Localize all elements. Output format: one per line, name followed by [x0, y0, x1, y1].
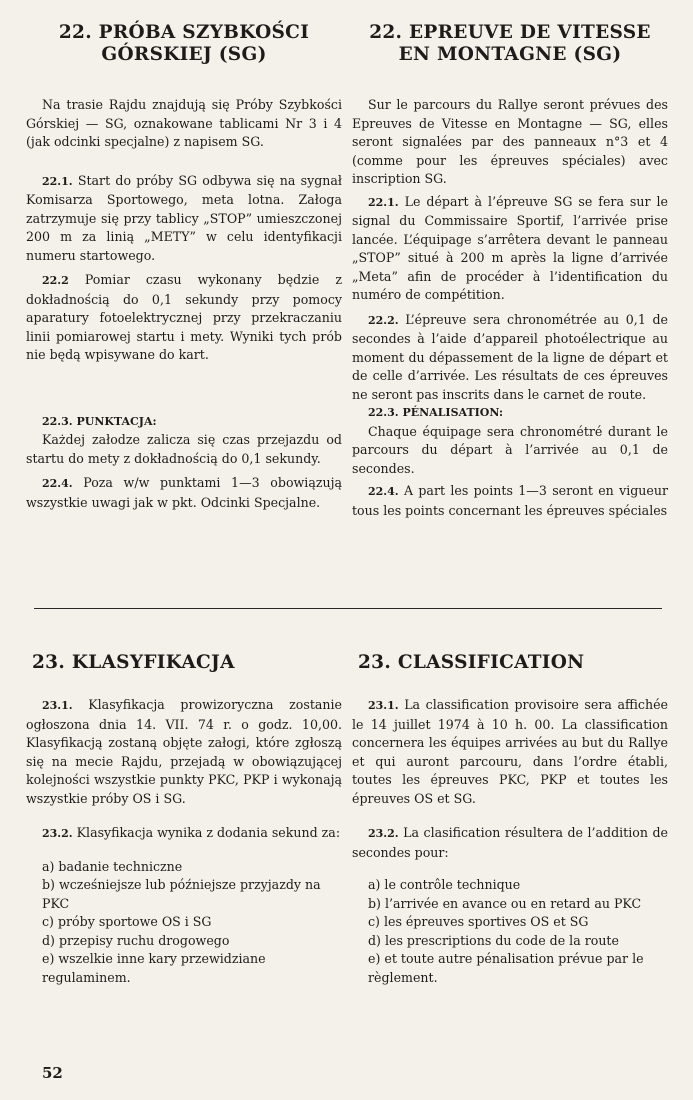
clause-text: Poza w/w punktami 1—3 obowiązują wszystkie uwagi jak w pkt. Odcinki Specjalne.	[26, 475, 342, 510]
section-22-polish	[26, 22, 342, 512]
section-23-2-french	[352, 824, 668, 862]
section-22-french-intro: Sur le parcours du Rallye seront prévues des Epreuves de Vitesse en Montagne — SG, elles seront signalées par des panneaux n°3 et 4 (comme pour les épreuves spéciales) avec inscription SG.	[352, 97, 668, 186]
clause-number: 22.4.	[42, 477, 73, 490]
section-divider	[34, 608, 662, 609]
clause-number: 22.2	[42, 274, 69, 287]
list-item: d) les prescriptions du code de la route	[368, 932, 619, 948]
clause-text: A part les points 1—3 seront en vigueur tous les points concernant les épreuves spéciales	[352, 483, 668, 518]
section-22-4-french	[352, 482, 668, 520]
penalty-list-french	[352, 876, 668, 987]
clause-text: L’épreuve sera chronométrée au 0,1 de secondes à l’aide d’appareil photoélectrique au moment du dépassement de la ligne de départ et de celle d’arrivée. Les résultats de ces épreuves ne seront pas inscrits dans le carnet de route.	[352, 311, 668, 402]
list-item: c) próby sportowe OS i SG	[42, 914, 212, 929]
section-22-4-polish	[26, 474, 342, 512]
section-23-french	[352, 652, 668, 987]
list-item: a) badanie techniczne	[42, 858, 183, 874]
clause-number: 22.4.	[368, 485, 399, 498]
section-22-3-french: Chaque équipage sera chronométré durant le parcours du départ à l’arrivée au 0,1 de secondes.	[352, 423, 668, 476]
clause-number: 22.1.	[42, 174, 73, 188]
clause-text: Pomiar czasu wykonany będzie z dokładnością do 0,1 sekundy przy pomocy aparatury fotoelektrycznej przy przekraczaniu linii pomiarowej startu i mety. Wyniki tych prób nie będą wpisywane do kart.	[26, 272, 342, 362]
clause-text: La classification provisoire sera affichée le 14 juillet 1974 à 10 h. 00. La classification concernera les équipes arrivées au but du Rallye et qui auront parcouru, dans l’ordre établi, toutes les épreuves PKC, PKP et toutes les épreuves OS et SG.	[352, 697, 668, 806]
section-23-french-title: 23. CLASSIFICATION	[358, 652, 585, 673]
list-item: e) wszelkie inne kary przewidziane regulaminem.	[42, 951, 266, 985]
section-22-french-title-line1: 22. EPREUVE DE VITESSE	[369, 22, 651, 43]
section-23-polish-title: 23. KLASYFIKACJA	[32, 652, 235, 673]
clause-number: 22.1.	[368, 195, 399, 209]
list-item: d) przepisy ruchu drogowego	[42, 932, 230, 948]
clause-number: 23.2.	[42, 827, 73, 840]
clause-text: Le départ à l’épreuve SG se fera sur le signal du Commissaire Sportif, l’arrivée prise lancée. L’équipage s’arrêtera devant le panneau „STOP” situé à 200 m après la ligne d’arrivée „Meta” afin de procéder à l’identification du numéro de compétition.	[352, 193, 668, 302]
section-22-1-french	[352, 193, 668, 305]
section-23-1-french	[352, 696, 668, 808]
section-22-polish-title-line1: 22. PRÓBA SZYBKOŚCI	[58, 22, 310, 43]
section-22-french-title-line2: EN MONTAGNE (SG)	[398, 44, 622, 65]
clause-text: Start do próby SG odbywa się na sygnał Komisarza Sportowego, meta lotna. Załoga zatrzymuje się przy tablicy „STOP” umieszczonej 200 m za linią „METY” w celu identyfikacji numeru startowego.	[26, 172, 342, 263]
list-item: a) le contrôle technique	[368, 877, 521, 892]
section-23-2-polish	[26, 824, 342, 844]
clause-number: 23.1.	[368, 699, 399, 712]
list-item: e) et toute autre pénalisation prévue par le règlement.	[368, 951, 644, 985]
clause-number: 23.2.	[368, 827, 399, 840]
section-23-1-polish	[26, 696, 342, 808]
section-22-2-french	[352, 311, 668, 405]
section-22-french-title	[352, 22, 668, 66]
clause-text: La clasification résultera de l’addition de secondes pour:	[352, 825, 668, 860]
section-22-3-polish: Każdej załodze zalicza się czas przejazdu od startu do mety z dokładnością do 0,1 sekundy.	[26, 432, 342, 466]
clause-text: Klasyfikacja wynika z dodania sekund za:	[72, 825, 341, 840]
section-22-polish-intro: Na trasie Rajdu znajdują się Próby Szybkości Górskiej — SG, oznakowane tablicami Nr 3 i 4 (jak odcinki specjalne) z napisem SG.	[26, 97, 342, 149]
section-22-2-polish	[26, 271, 342, 365]
list-item: c) les épreuves sportives OS et SG	[368, 914, 589, 929]
section-22-1-polish	[26, 172, 342, 266]
section-23-polish	[26, 652, 342, 987]
list-item: b) wcześniejsze lub późniejsze przyjazdy na PKC	[42, 877, 321, 911]
clause-number: 23.1.	[42, 699, 73, 712]
page-number: 52	[42, 1064, 63, 1082]
section-22-3-french-heading: 22.3. PÉNALISATION:	[368, 406, 504, 419]
clause-text: Klasyfikacja prowizoryczna zostanie ogłoszona dnia 14. VII. 74 r. o godz. 10,00. Klasyfikacją zostaną objęte załogi, które zgłoszą się na mecie Rajdu, przejadą w obowiązującej kolejności wszystkie punkty PKC, PKP i wykonają wszystkie próby OS i SG.	[26, 697, 342, 806]
section-22-polish-title	[26, 22, 342, 66]
list-item: b) l’arrivée en avance ou en retard au PKC	[368, 895, 642, 911]
section-22-3-polish-heading: 22.3. PUNKTACJA:	[42, 414, 157, 428]
clause-number: 22.2.	[368, 313, 399, 327]
penalty-list-polish	[26, 858, 342, 988]
section-22-polish-title-line2: GÓRSKIEJ (SG)	[101, 44, 267, 65]
section-22-french	[352, 22, 668, 520]
